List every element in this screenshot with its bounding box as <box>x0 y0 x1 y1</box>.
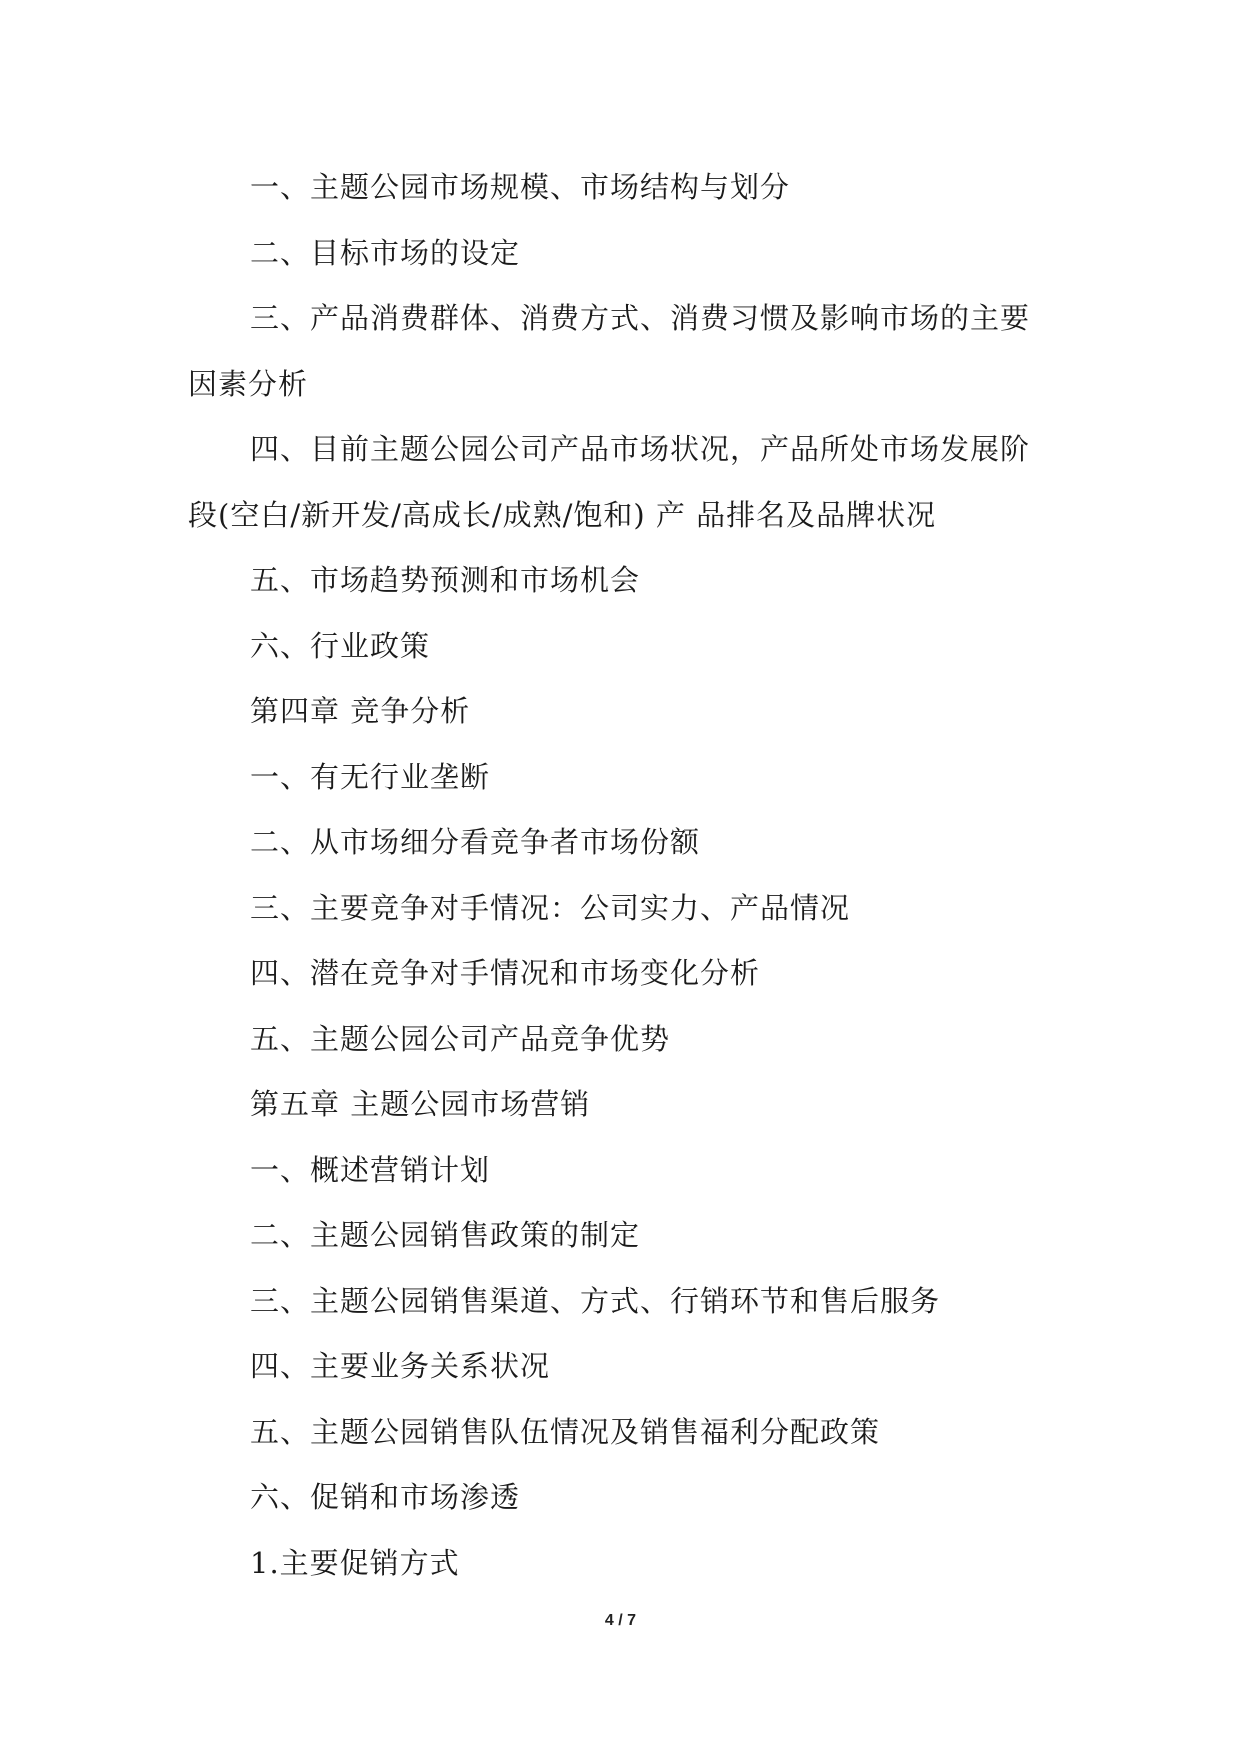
list-item: 二、主题公园销售政策的制定 <box>250 1218 641 1252</box>
list-item: 一、有无行业垄断 <box>250 759 491 794</box>
list-item: 三、主要竞争对手情况：公司实力、产品情况 <box>250 890 851 925</box>
list-item-continuation: 因素分析 <box>188 366 309 401</box>
list-item: 五、市场趋势预测和市场机会 <box>250 563 641 597</box>
list-item: 五、主题公园销售队伍情况及销售福利分配政策 <box>250 1414 881 1449</box>
list-item: 一、概述营销计划 <box>250 1152 491 1187</box>
list-item-continuation: 段(空白/新开发/高成长/成熟/饱和) 产 品排名及品牌状况 <box>188 497 937 532</box>
list-item: 三、产品消费群体、消费方式、消费习惯及影响市场的主要 <box>250 301 1031 335</box>
list-item: 六、促销和市场渗透 <box>250 1480 521 1514</box>
list-item: 一、主题公园市场规模、市场结构与划分 <box>250 170 791 204</box>
list-item: 三、主题公园销售渠道、方式、行销环节和售后服务 <box>250 1283 941 1318</box>
chapter-heading: 第四章 竞争分析 <box>250 694 471 728</box>
list-item: 六、行业政策 <box>250 628 431 663</box>
list-item: 二、从市场细分看竞争者市场份额 <box>250 825 701 859</box>
document-body <box>188 155 1068 1596</box>
list-item: 五、主题公园公司产品竞争优势 <box>250 1021 671 1056</box>
chapter-heading: 第五章 主题公园市场营销 <box>250 1087 591 1121</box>
list-item: 四、主要业务关系状况 <box>250 1349 551 1383</box>
list-item: 二、目标市场的设定 <box>250 235 521 270</box>
list-item: 四、目前主题公园公司产品市场状况，产品所处市场发展阶 <box>250 432 1031 466</box>
page-number: 4 / 7 <box>604 1612 637 1629</box>
list-item: 四、潜在竞争对手情况和市场变化分析 <box>250 956 761 990</box>
sub-list-item: 1.主要促销方式 <box>250 1545 460 1580</box>
